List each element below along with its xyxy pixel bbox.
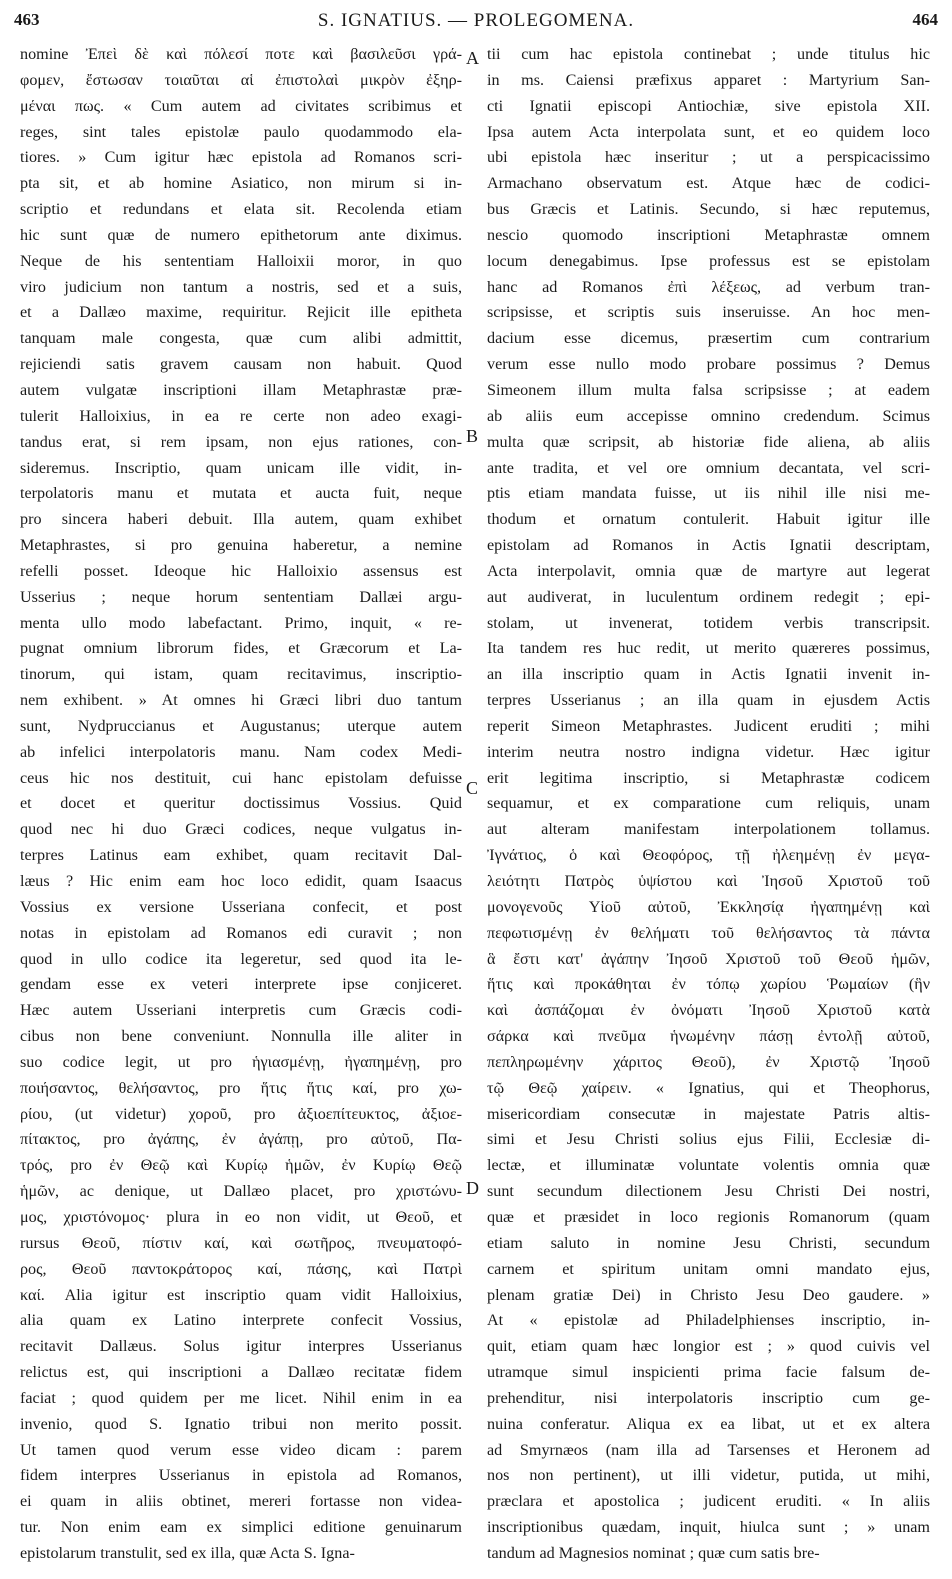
text-line: stolam, ut invenerat, totidem verbis transcripsit. (487, 614, 930, 632)
text-line: interim neutra nostro indigna videtur. Hæc igitur (487, 743, 930, 761)
text-line: pta sit, et ab homine Asiatico, non mirum si in- (20, 175, 462, 193)
text-line: Ipsa autem Acta interpolata sunt, et eo quidem loco (487, 123, 930, 141)
left-column (20, 42, 462, 1567)
text-line: erit legitima inscriptio, si Metaphrastæ codicem (487, 769, 930, 787)
text-line: Acta interpolavit, omnia quæ de martyre aut legerat (487, 562, 930, 580)
text-line: μέναι πως. « Cum autem ad civitates scribimus et (20, 97, 462, 115)
text-line: sunt, Nydpruccianus et Augustanus; uterque autem (20, 717, 462, 735)
text-line: ἡμῶν, ac denique, ut Dallæo placet, pro χριστώνυ- (20, 1183, 462, 1201)
text-line: tur. Non enim eam ex simplici editione genuinarum (20, 1519, 462, 1537)
text-line: multa quæ scripsit, ab historiæ fide aliena, ab aliis (487, 433, 930, 451)
text-line: τῷ Θεῷ χαίρειν. « Ignatius, qui et Theophorus, (487, 1079, 930, 1097)
text-line: nescio quomodo inscriptioni Metaphrastæ omnem (487, 226, 930, 244)
text-line: autem vulgatæ inscriptioni illam Metaphrastæ præ- (20, 381, 462, 399)
text-line: πίτακτος, pro ἀγάπης, ἐν ἀγάπῃ, pro αὐτοῦ, Πα- (20, 1131, 462, 1149)
margin-letter-b: B (466, 426, 479, 446)
text-line: scriptio et redundans et elata sit. Recolenda etiam (20, 201, 462, 219)
text-line: Hæc autem Usseriani interpretis cum Græcis codi- (20, 1002, 462, 1020)
margin-letter-a: A (466, 48, 479, 68)
text-line: sideremus. Inscriptio, quam unicam ille vidit, in- (20, 459, 462, 477)
text-line: plenam gratiæ Dei) in Christo Jesu Deo gaudere. » (487, 1286, 930, 1304)
text-line: πεπληρωμένην χάριτος Θεοῦ), ἐν Χριστῷ Ἰησοῦ (487, 1053, 930, 1071)
text-line: aut alteram manifestam interpolationem tollamus. (487, 821, 930, 839)
text-line: invenio, quod S. Ignatio tribui non merito possit. (20, 1415, 462, 1433)
page-number-right: 464 (912, 10, 938, 29)
text-line: utramque simul inspicienti prima facie falsum de- (487, 1364, 930, 1382)
text-line: Vossius ex versione Usseriana confecit, et post (20, 898, 462, 916)
text-line: μονογενοῦς Υἱοῦ αὐτοῦ, Ἐκκλησίᾳ ἠγαπημένῃ καὶ (487, 898, 930, 916)
text-line: an illa inscriptio quam in Actis Ignatii invenit in- (487, 666, 930, 684)
text-line: ceus hic nos destituit, cui hanc epistolam defuisse (20, 769, 462, 787)
text-line: ante tradita, et vel ore omnium decantata, vel scri- (487, 459, 930, 477)
text-line: relictus est, qui inscriptioni a Dallæo recitatæ fidem (20, 1364, 462, 1382)
text-line: sunt secundum dilectionem Jesu Christi Dei nostri, (487, 1183, 930, 1201)
text-line: in ms. Caiensi præfixus apparet : Martyrium San- (487, 71, 930, 89)
right-column (487, 42, 930, 1567)
text-line: Simeonem illum multa falsa scripsisse ; at eadem (487, 381, 930, 399)
text-line: et docet et queritur doctissimus Vossius. Quid (20, 795, 462, 813)
text-line: etiam saluto in nomine Jesu Christi, secundum (487, 1234, 930, 1252)
text-line: suo codice legit, ut pro ἡγιασμένῃ, ἠγαπημένῃ, pro (20, 1053, 462, 1071)
text-line: tinorum, qui istam, quam recitavimus, inscriptio- (20, 666, 462, 684)
text-line: alia quam ex Latino interprete confecit Vossius, (20, 1312, 462, 1330)
text-line: scripsisse, et scriptis suis inseruisse. An hoc men- (487, 304, 930, 322)
text-line: πεφωτισμένῃ ἐν θελήματι τοῦ θελήσαντος τὰ πάντα (487, 924, 930, 942)
text-line: quod in ullo codice ita legeretur, sed quod ita le- (20, 950, 462, 968)
running-title: S. IGNATIUS. — PROLEGOMENA. (317, 10, 635, 31)
text-line: σάρκα καὶ πνεῦμα ἡνωμένην πάσῃ ἐντολῇ αὐτοῦ, (487, 1028, 930, 1046)
text-line: aut audiverat, in luculentum ordinem redegit ; epi- (487, 588, 930, 606)
text-line: refelli posset. Ideoque hic Halloixio assensus est (20, 562, 462, 580)
text-line: gendam esse ex veteri interprete ipse conjiceret. (20, 976, 462, 994)
text-line: pro sincera haberi debuit. Illa autem, quam exhibet (20, 511, 462, 529)
text-line: locum denegabimus. Ipse professus est se epistolam (487, 252, 930, 270)
text-line: nomine Ἐπεὶ δὲ καὶ πόλεσί ποτε καὶ βασιλεῦσι γρά- (20, 46, 462, 63)
text-line: nem exhibent. » At omnes hi Græci libri duo tantum (20, 692, 462, 710)
text-line: Usserius ; neque horum sententiam Dallæi argu- (20, 588, 462, 606)
text-line: hic sunt quæ de numero epithetorum ante diximus. (20, 226, 462, 244)
text-line: Ut tamen quod verum esse video dicam : parem (20, 1441, 462, 1459)
text-line: rejiciendi satis gravem causam non habuit. Quod (20, 356, 462, 374)
text-line: et a Dallæo maxime, requiritur. Rejicit ille epitheta (20, 304, 462, 322)
text-line: tulerit Halloixius, in ea re certe non adeo exagi- (20, 407, 462, 425)
text-line: ποιήσαντος, θελήσαντος, pro ἥτις ἥτις καί, pro χω- (20, 1079, 462, 1097)
text-line: terpres Latinus eam exhibet, quam recitavit Dal- (20, 847, 462, 865)
text-line: Ita tandem res huc redit, ut merito quæreres possimus, (487, 640, 930, 658)
page-number-left: 463 (14, 10, 40, 29)
text-line: simi et Jesu Christi solius ejus Filii, Ecclesiæ di- (487, 1131, 930, 1149)
text-line: καί. Alia igitur est inscriptio quam vidit Halloixius, (20, 1286, 462, 1304)
text-line: ubi epistola hæc inseritur ; ut a perspicacissimo (487, 149, 930, 167)
text-line: At « epistolæ ad Philadelphienses inscriptio, in- (487, 1312, 930, 1330)
text-line: λειότητι Πατρὸς ὑψίστου καὶ Ἰησοῦ Χριστοῦ τοῦ (487, 873, 930, 890)
text-line: ἥτις καὶ προκάθηται ἐν τόπῳ χωρίου Ῥωμαίων (ἣν (487, 976, 930, 994)
text-line: ρίου, (ut videtur) χοροῦ, pro ἀξιοεπίτευκτος, ἀξιοε- (20, 1105, 462, 1123)
text-line: bus Græcis et Latinis. Secundo, si hæc reputemus, (487, 201, 930, 219)
text-line: nos non pertinent), ut illi videtur, putida, ut mihi, (487, 1467, 930, 1485)
text-line: carnem et spiritum unitam omni mandato ejus, (487, 1260, 930, 1278)
text-line: tandum ad Magnesios nominat ; quæ cum satis bre- (487, 1544, 820, 1562)
text-line: rursus Θεοῦ, πίστιν καί, καὶ σωτῆρος, πνευματοφό- (20, 1234, 462, 1252)
text-line: ad Smyrnæos (nam illa ad Tarsenses et Heronem ad (487, 1441, 930, 1459)
text-line: sequamur, et ex comparatione cum reliquis, unam (487, 795, 930, 813)
text-line: tii cum hac epistola continebat ; unde titulus hic (487, 46, 930, 63)
text-line: Ἰγνάτιος, ὁ καὶ Θεοφόρος, τῇ ἠλεημένῃ ἐν μεγα- (487, 847, 930, 865)
text-line: tiores. » Cum igitur hæc epistola ad Romanos scri- (20, 149, 462, 167)
text-line: epistolam ad Romanos in Actis Ignatii descriptam, (487, 537, 930, 555)
text-line: reges, sint tales epistolæ paulo quodammodo ela- (20, 123, 462, 141)
text-line: quæ et præsidet in loco regionis Romanorum (quam (487, 1208, 930, 1226)
text-line: epistolarum transtulit, sed ex illa, quæ Acta S. Igna- (20, 1544, 355, 1562)
text-line: φομεν, ἔστωσαν τοιαῦται αἱ ἐπιστολαὶ μικρὸν ἐξηρ- (20, 71, 462, 89)
text-line: hanc ad Romanos ἐπὶ λέξεως, ad verbum tran- (487, 278, 930, 296)
text-line: thodum et ornatum contulerit. Habuit igitur ille (487, 511, 930, 529)
text-line: læus ? Hic enim eam hoc loco edidit, quam Isaacus (20, 873, 462, 890)
text-line: ρος, Θεοῦ παντοκράτορος καί, πάσης, καὶ Πατρὶ (20, 1260, 462, 1278)
text-line: terpolatoris manu et mutata et aucta fuit, neque (20, 485, 462, 503)
text-line: ἃ ἔστι κατ' ἀγάπην Ἰησοῦ Χριστοῦ τοῦ Θεοῦ ἡμῶν, (487, 950, 930, 968)
margin-letter-c: C (466, 778, 479, 798)
text-line: ab aliis eum accepisse omnino credendum. Scimus (487, 407, 930, 425)
page-header (0, 10, 952, 36)
text-line: viro judicium non tantum a nostris, sed et a suis, (20, 278, 462, 296)
text-line: tanquam male congesta, quæ cum alibi admittit, (20, 330, 462, 348)
text-line: μος, χριστόνομος· plura in eo non vidit, ut Θεοῦ, et (20, 1208, 462, 1226)
text-line: ab infelici interpolatoris manu. Nam codex Medi- (20, 743, 462, 761)
text-line: quod nec hi duo Græci codices, neque vulgatus in- (20, 821, 462, 839)
text-line: faciat ; quod quidem per me licet. Nihil enim in ea (20, 1389, 462, 1407)
text-line: inscriptionibus quædam, inquit, hiulca sunt ; » unam (487, 1519, 930, 1537)
text-line: quit, etiam quam hæc longior est ; » quod cuivis vel (487, 1338, 930, 1356)
text-line: Metaphrastes, si pro genuina haberetur, a nemine (20, 537, 462, 555)
margin-letter-d: D (466, 1178, 479, 1198)
text-line: terpres Usserianus ; an illa quam in ejusdem Actis (487, 692, 930, 710)
text-line: pugnat omnium librorum fides, et Græcorum et La- (20, 640, 462, 658)
text-line: Neque de his sententiam Halloixii moror, in quo (20, 252, 462, 270)
text-line: reperit Simeon Metaphrastes. Judicent eruditi ; mihi (487, 717, 930, 735)
text-line: lectæ, et illuminatæ voluntate volentis omnia quæ (487, 1157, 930, 1175)
text-line: recitavit Dallæus. Solus igitur interpres Usserianus (20, 1338, 462, 1356)
text-line: τρός, pro ἐν Θεῷ καὶ Κυρίῳ ἡμῶν, ἐν Κυρίῳ Θεῷ (20, 1157, 462, 1175)
text-line: nuina conferatur. Aliqua ex ea libat, ut et ex altera (487, 1415, 930, 1433)
text-line: misericordiam consecutæ in majestate Patris altis- (487, 1105, 930, 1123)
text-line: tandus erat, si rem ipsam, non ejus rationes, con- (20, 433, 462, 451)
text-line: notas in epistolam ad Romanos edi curavit ; non (20, 924, 462, 942)
text-line: verum esse nullo modo probare possimus ? Demus (487, 356, 930, 374)
text-line: Armachano observatum est. Atque hæc de codici- (487, 175, 930, 193)
text-line: ei quam in aliis obtinet, mereri fortasse non videa- (20, 1493, 462, 1511)
text-line: fidem interpres Usserianus in epistola ad Romanos, (20, 1467, 462, 1485)
text-line: καὶ ἀσπάζομαι ἐν ὀνόματι Ἰησοῦ Χριστοῦ κατὰ (487, 1002, 930, 1020)
text-line: præclara et apostolica ; judicent eruditi. « In aliis (487, 1493, 930, 1511)
text-line: cti Ignatii episcopi Antiochiæ, sive epistola XII. (487, 97, 930, 115)
text-line: prehenditur, nisi interpolatoris inscriptio cum ge- (487, 1389, 930, 1407)
text-line: ptis etiam mandata fuisse, ut iis nihil ille nisi me- (487, 485, 930, 503)
text-line: menta ullo modo labefactant. Primo, inquit, « re- (20, 614, 462, 632)
text-line: cibus non bene conveniunt. Nonnulla ille aliter in (20, 1028, 462, 1046)
text-line: dacium esse dicemus, præsertim cum contrarium (487, 330, 930, 348)
